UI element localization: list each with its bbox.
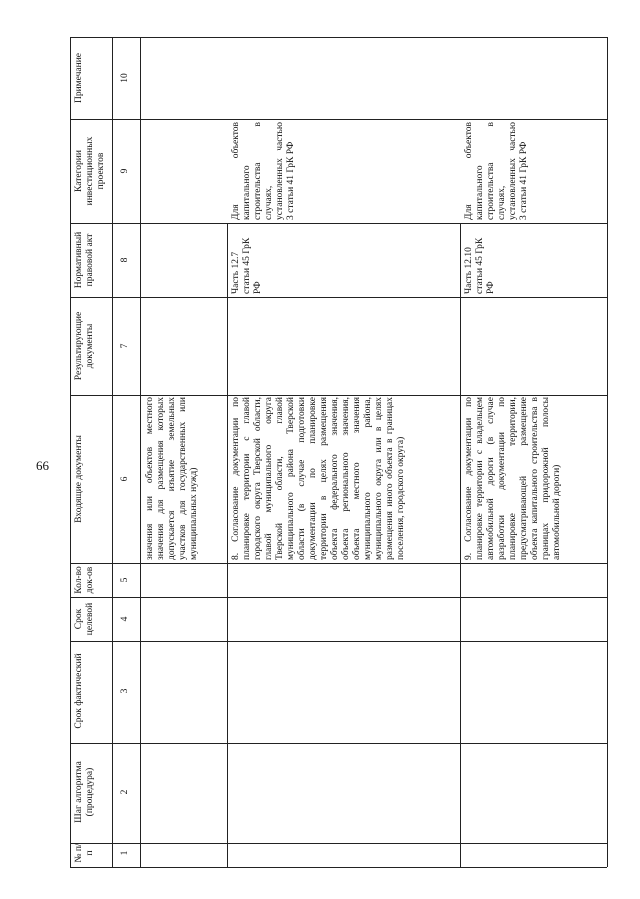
column-number: 6 (120, 476, 130, 482)
header-col-8: Нормативный правовой акт (74, 231, 95, 289)
column-number: 5 (120, 577, 130, 583)
column-numbers-divider (140, 37, 141, 867)
header-col-6: Входящие документы (74, 435, 84, 523)
column-number: 8 (120, 257, 130, 263)
header-col-4: Срок целевой (74, 602, 95, 636)
column-number: 4 (120, 616, 130, 622)
column-number: 9 (120, 168, 130, 174)
table-border-right (607, 37, 608, 867)
column-number: 3 (120, 688, 130, 694)
row8-legal-act: Часть 12.7 статьи 45 ГрК РФ (231, 237, 263, 294)
header-col-7: Результирующие документы (74, 311, 95, 381)
header-col-5: Кол-во док-ов (74, 566, 95, 594)
row8-incoming-documents: 8. Согласование документации по планировке территории с главой городского округа Тверской области, главой муниципального округа Тверской области, главой муниципального района Тверской области (в случае подготовки документации по планировке территории в целях размещения объекта федерального значения, объекта регионального значения, объекта местного значения муниципального района, муниципального округа или в целях размещения иного объекта в границах поселения, городского округа) (231, 397, 406, 560)
row-divider (70, 119, 607, 120)
row8-project-category: Для объектов капитального строительства в случаях, установленных частью 3 статьи 41 ГрК РФ (231, 122, 296, 220)
column-number: 1 (120, 850, 130, 856)
row9-legal-act: Часть 12.10 статьи 45 ГрК РФ (464, 237, 496, 294)
row-divider (70, 563, 607, 564)
row9-incoming-documents: 9. Согласование документации по планировке территории с владельцем автомобильной дороги (в случае разработки документации по планировке территории, предусматривающей размещение объекта капитального строительства в границах придорожной полосы автомобильной дороги) (464, 397, 562, 560)
table-border-left (70, 37, 71, 867)
column-number: 10 (120, 73, 130, 83)
page-number: 66 (36, 458, 49, 473)
header-col-9: Категории инвестиционных проектов (74, 136, 106, 206)
row-divider (70, 223, 607, 224)
row-divider (70, 843, 607, 844)
table-border-bottom (70, 867, 607, 868)
header-col-3: Срок фактический (74, 653, 84, 729)
header-col-10: Примечание (74, 52, 84, 104)
header-divider (112, 37, 113, 867)
row-divider (70, 395, 607, 396)
row-divider (70, 597, 607, 598)
record-divider (460, 223, 461, 867)
column-number: 2 (120, 789, 130, 795)
row-divider (70, 743, 607, 744)
column-number: 7 (120, 343, 130, 349)
record-divider (227, 223, 228, 867)
row9-project-category: Для объектов капитального строительства в случаях, установленных частью 3 статьи 41 ГрК РФ (464, 122, 529, 220)
continuation-text: значения или объектов местного значения для размещения которых допускается изъятие земельных участков для государственных или муниципальных нужд) (145, 397, 199, 560)
row-divider (70, 641, 607, 642)
row-divider (70, 297, 607, 298)
header-col-2: Шаг алгоритма (процедура) (74, 761, 95, 823)
header-col-1: № п/п (74, 843, 95, 863)
table-border-top (70, 37, 607, 38)
